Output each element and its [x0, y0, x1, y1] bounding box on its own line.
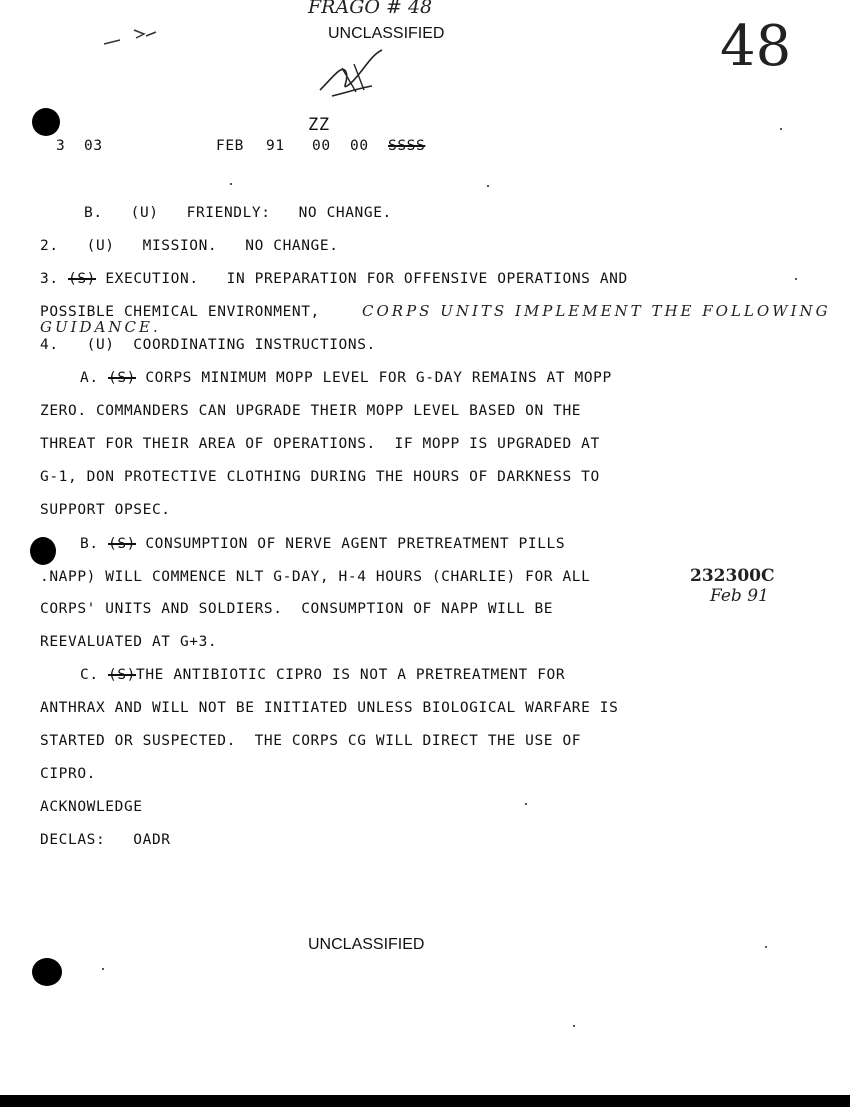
exec-prefix: 3.: [40, 271, 59, 287]
scan-speck: [487, 185, 489, 187]
para-a-line-4: G-1, DON PROTECTIVE CLOTHING DURING THE HOURS OF DARKNESS TO: [40, 469, 600, 485]
para-a-line-2: ZERO. COMMANDERS CAN UPGRADE THEIR MOPP LEVEL BASED ON THE: [40, 403, 582, 419]
scan-speck: [525, 803, 527, 805]
scan-speck: [230, 183, 232, 185]
dtg-month: FEB: [216, 138, 244, 154]
para-b-line-3: CORPS' UNITS AND SOLDIERS. CONSUMPTION OF NAPP WILL BE: [40, 601, 554, 617]
initials-signature: [312, 46, 392, 102]
zz-mark: ZZ: [308, 115, 330, 135]
para-a-line-5: SUPPORT OPSEC.: [40, 502, 171, 518]
line-mission: 2. (U) MISSION. NO CHANGE.: [40, 238, 339, 254]
punch-hole-middle: [30, 537, 56, 565]
para-a-text-1: CORPS MINIMUM MOPP LEVEL FOR G-DAY REMAINS AT MOPP: [136, 370, 612, 386]
para-a-line-1: [80, 370, 612, 386]
margin-dtg: 232300C: [690, 566, 775, 586]
scan-speck: [573, 1025, 575, 1027]
scribble-mark: [100, 24, 164, 50]
dtg-d1: 3: [56, 138, 66, 154]
scan-edge-bar: [0, 1095, 850, 1107]
para-c-line-3: STARTED OR SUSPECTED. THE CORPS CG WILL DIRECT THE USE OF: [40, 733, 582, 749]
acknowledge: ACKNOWLEDGE: [40, 799, 143, 815]
exec-handwritten-guidance: GUIDANCE.: [40, 318, 161, 336]
para-c-prefix: C.: [80, 667, 99, 683]
para-a-struck: (S): [108, 370, 137, 386]
classification-bottom: UNCLASSIFIED: [308, 936, 425, 953]
para-b-struck: (S): [108, 536, 137, 552]
para-b-line-4: REEVALUATED AT G+3.: [40, 634, 218, 650]
para-c-text-1: THE ANTIBIOTIC CIPRO IS NOT A PRETREATMENT FOR: [136, 667, 566, 683]
dtg-o1: 00: [312, 138, 331, 154]
para-b-prefix: B.: [80, 536, 99, 552]
margin-month: Feb 91: [710, 586, 769, 606]
line-execution: [40, 271, 628, 287]
para-a-line-3: THREAT FOR THEIR AREA OF OPERATIONS. IF MOPP IS UPGRADED AT: [40, 436, 600, 452]
classification-top: UNCLASSIFIED: [328, 25, 445, 42]
page-number-handwritten: 48: [720, 14, 792, 79]
exec-struck: (S): [68, 271, 97, 287]
declas-line: DECLAS: OADR: [40, 832, 171, 848]
para-c-line-4: CIPRO.: [40, 766, 96, 782]
scan-speck: [780, 128, 782, 130]
dtg-year: 91: [266, 138, 285, 154]
scan-speck: [795, 278, 797, 280]
para-b-line-1: [80, 536, 565, 552]
exec-text: EXECUTION. IN PREPARATION FOR OFFENSIVE OPERATIONS AND: [96, 271, 628, 287]
scan-speck: [102, 968, 104, 970]
dtg-o2: 00: [350, 138, 369, 154]
para-c-line-2: ANTHRAX AND WILL NOT BE INITIATED UNLESS BIOLOGICAL WARFARE IS: [40, 700, 619, 716]
punch-hole-bottom: [32, 958, 62, 986]
frago-handwritten-note: FRAGO # 48: [308, 0, 433, 18]
para-b-line-2: .NAPP) WILL COMMENCE NLT G-DAY, H-4 HOURS (CHARLIE) FOR ALL: [40, 569, 591, 585]
dtg-struck: SSSS: [388, 138, 426, 154]
line-friendly: B. (U) FRIENDLY: NO CHANGE.: [84, 205, 392, 221]
para-a-prefix: A.: [80, 370, 99, 386]
scan-speck: [765, 946, 767, 948]
exec-handwritten-insert: CORPS UNITS IMPLEMENT THE FOLLOWING: [362, 302, 831, 320]
para-b-text-1: CONSUMPTION OF NERVE AGENT PRETREATMENT PILLS: [136, 536, 566, 552]
para-c-line-1: [80, 667, 565, 683]
para-c-struck: (S): [108, 667, 137, 683]
line-coordinating: 4. (U) COORDINATING INSTRUCTIONS.: [40, 337, 376, 353]
dtg-d2: 03: [84, 138, 103, 154]
line-exec-2: POSSIBLE CHEMICAL ENVIRONMENT,: [40, 304, 320, 320]
punch-hole-top: [32, 108, 60, 136]
